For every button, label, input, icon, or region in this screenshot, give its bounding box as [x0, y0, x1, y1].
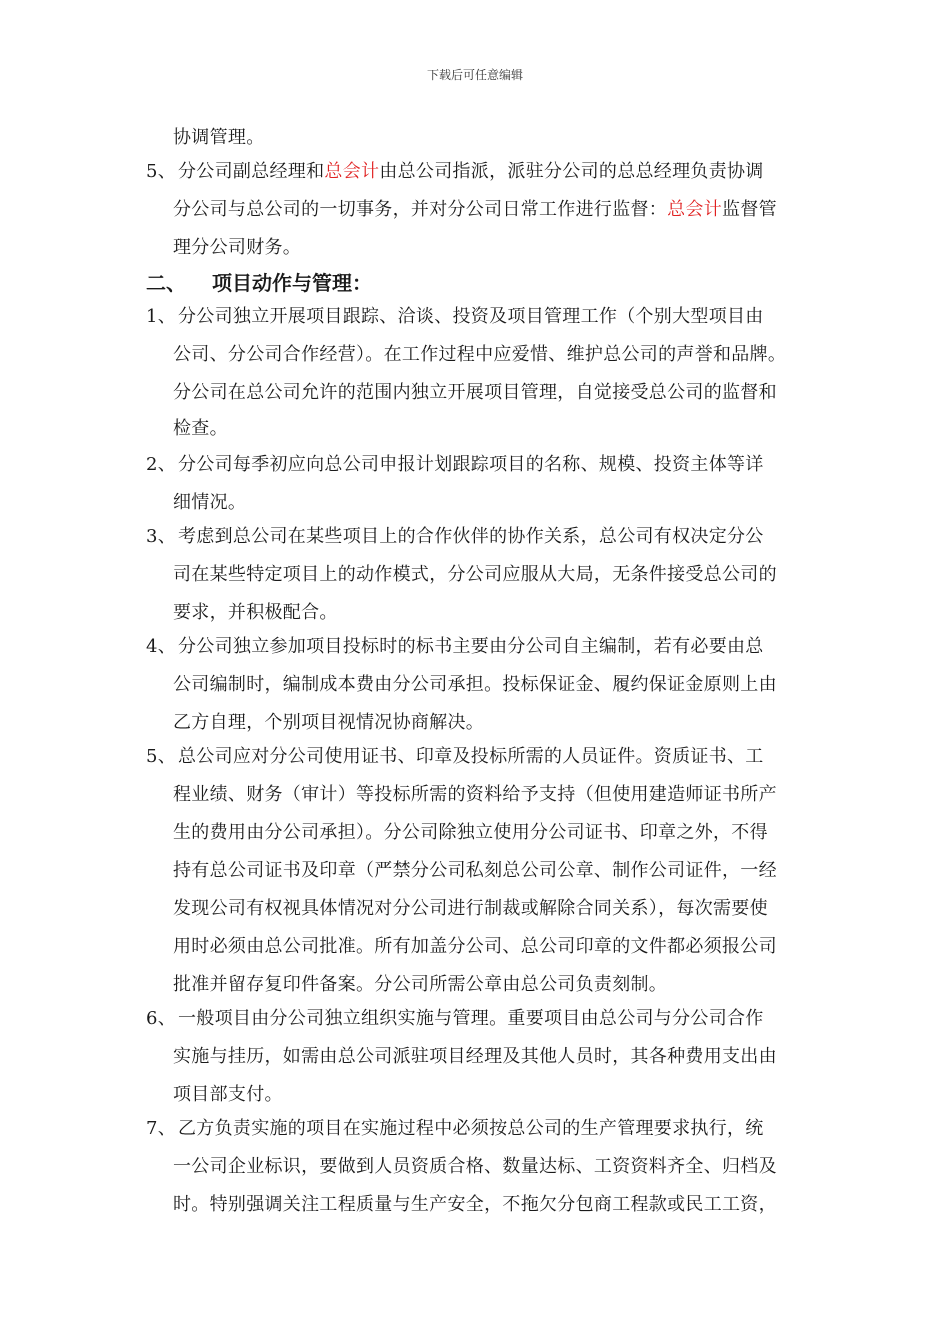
paragraph-line: 分公司独立参加项目投标时的标书主要由分公司自主编制，若有必要由总: [178, 636, 764, 657]
paragraph-line: 公司、分公司合作经营）。在工作过程中应爱惜、维护总公司的声誉和品牌。: [173, 344, 787, 365]
list-number: 5、: [146, 161, 177, 182]
list-number: 3、: [146, 526, 177, 547]
highlight-term: 总会计: [324, 161, 380, 182]
paragraph-line: 用时必须由总公司批准。所有加盖分公司、总公司印章的文件都必须报公司: [173, 936, 777, 957]
paragraph-line: 分公司与总公司的一切事务，并对分公司日常工作进行监督：总会计监督管: [173, 199, 777, 220]
highlight-term: 总会计: [667, 199, 723, 220]
paragraph-line: 批准并留存复印件备案。分公司所需公章由总公司负责刻制。: [173, 974, 668, 995]
paragraph-line: 理分公司财务。: [173, 237, 302, 258]
paragraph-line: 分公司每季初应向总公司申报计划跟踪项目的名称、规模、投资主体等详: [178, 454, 764, 475]
paragraph-line: 程业绩、财务（审计）等投标所需的资料给予支持（但使用建造师证书所产: [173, 784, 777, 805]
paragraph-line: 总公司应对分公司使用证书、印章及投标所需的人员证件。资质证书、工: [178, 746, 764, 767]
list-number: 5、: [146, 746, 177, 767]
section-title: 项目动作与管理：: [212, 271, 372, 295]
paragraph-line: 实施与挂历，如需由总公司派驻项目经理及其他人员时，其各种费用支出由: [173, 1046, 777, 1067]
list-number: 1、: [146, 306, 177, 327]
paragraph-line: 检查。: [173, 418, 228, 439]
paragraph-line: 一般项目由分公司独立组织实施与管理。重要项目由总公司与分公司合作: [178, 1008, 764, 1029]
paragraph-line: 发现公司有权视具体情况对分公司进行制裁或解除合同关系），每次需要使: [173, 898, 768, 919]
paragraph-line: 分公司在总公司允许的范围内独立开展项目管理，自觉接受总公司的监督和: [173, 382, 777, 403]
paragraph-line: 项目部支付。: [173, 1084, 283, 1105]
list-number: 6、: [146, 1008, 177, 1029]
paragraph-line: 乙方负责实施的项目在实施过程中必须按总公司的生产管理要求执行，统: [178, 1118, 764, 1139]
page-header: 下载后可任意编辑: [426, 68, 523, 82]
paragraph-line: 生的费用由分公司承担）。分公司除独立使用分公司证书、印章之外，不得: [173, 822, 768, 843]
paragraph-line: 乙方自理，个别项目视情况协商解决。: [173, 712, 485, 733]
paragraph-line: 考虑到总公司在某些项目上的合作伙伴的协作关系，总公司有权决定分公: [178, 526, 764, 547]
paragraph-line: 要求，并积极配合。: [173, 602, 338, 623]
paragraph-line: 公司编制时，编制成本费由分公司承担。投标保证金、履约保证金原则上由: [173, 674, 777, 695]
paragraph-line: 司在某些特定项目上的动作模式，分公司应服从大局，无条件接受总公司的: [173, 564, 777, 585]
paragraph-line: 时。特别强调关注工程质量与生产安全，不拖欠分包商工程款或民工工资，: [173, 1194, 777, 1215]
paragraph-line: 协调管理。: [173, 127, 265, 148]
paragraph-line: 细情况。: [173, 492, 247, 513]
paragraph-line: 持有总公司证书及印章（严禁分公司私刻总公司公章、制作公司证件，一经: [173, 860, 777, 881]
section-number: 二、: [146, 271, 186, 295]
section-heading: [146, 269, 372, 297]
list-number: 2、: [146, 454, 177, 475]
list-number: 7、: [146, 1118, 177, 1139]
paragraph-line: 分公司副总经理和总会计由总公司指派，派驻分公司的总总经理负责协调: [178, 161, 764, 182]
paragraph-line: 分公司独立开展项目跟踪、洽谈、投资及项目管理工作（个别大型项目由: [178, 306, 764, 327]
paragraph-line: 一公司企业标识，要做到人员资质合格、数量达标、工资资料齐全、归档及: [173, 1156, 777, 1177]
list-number: 4、: [146, 636, 177, 657]
